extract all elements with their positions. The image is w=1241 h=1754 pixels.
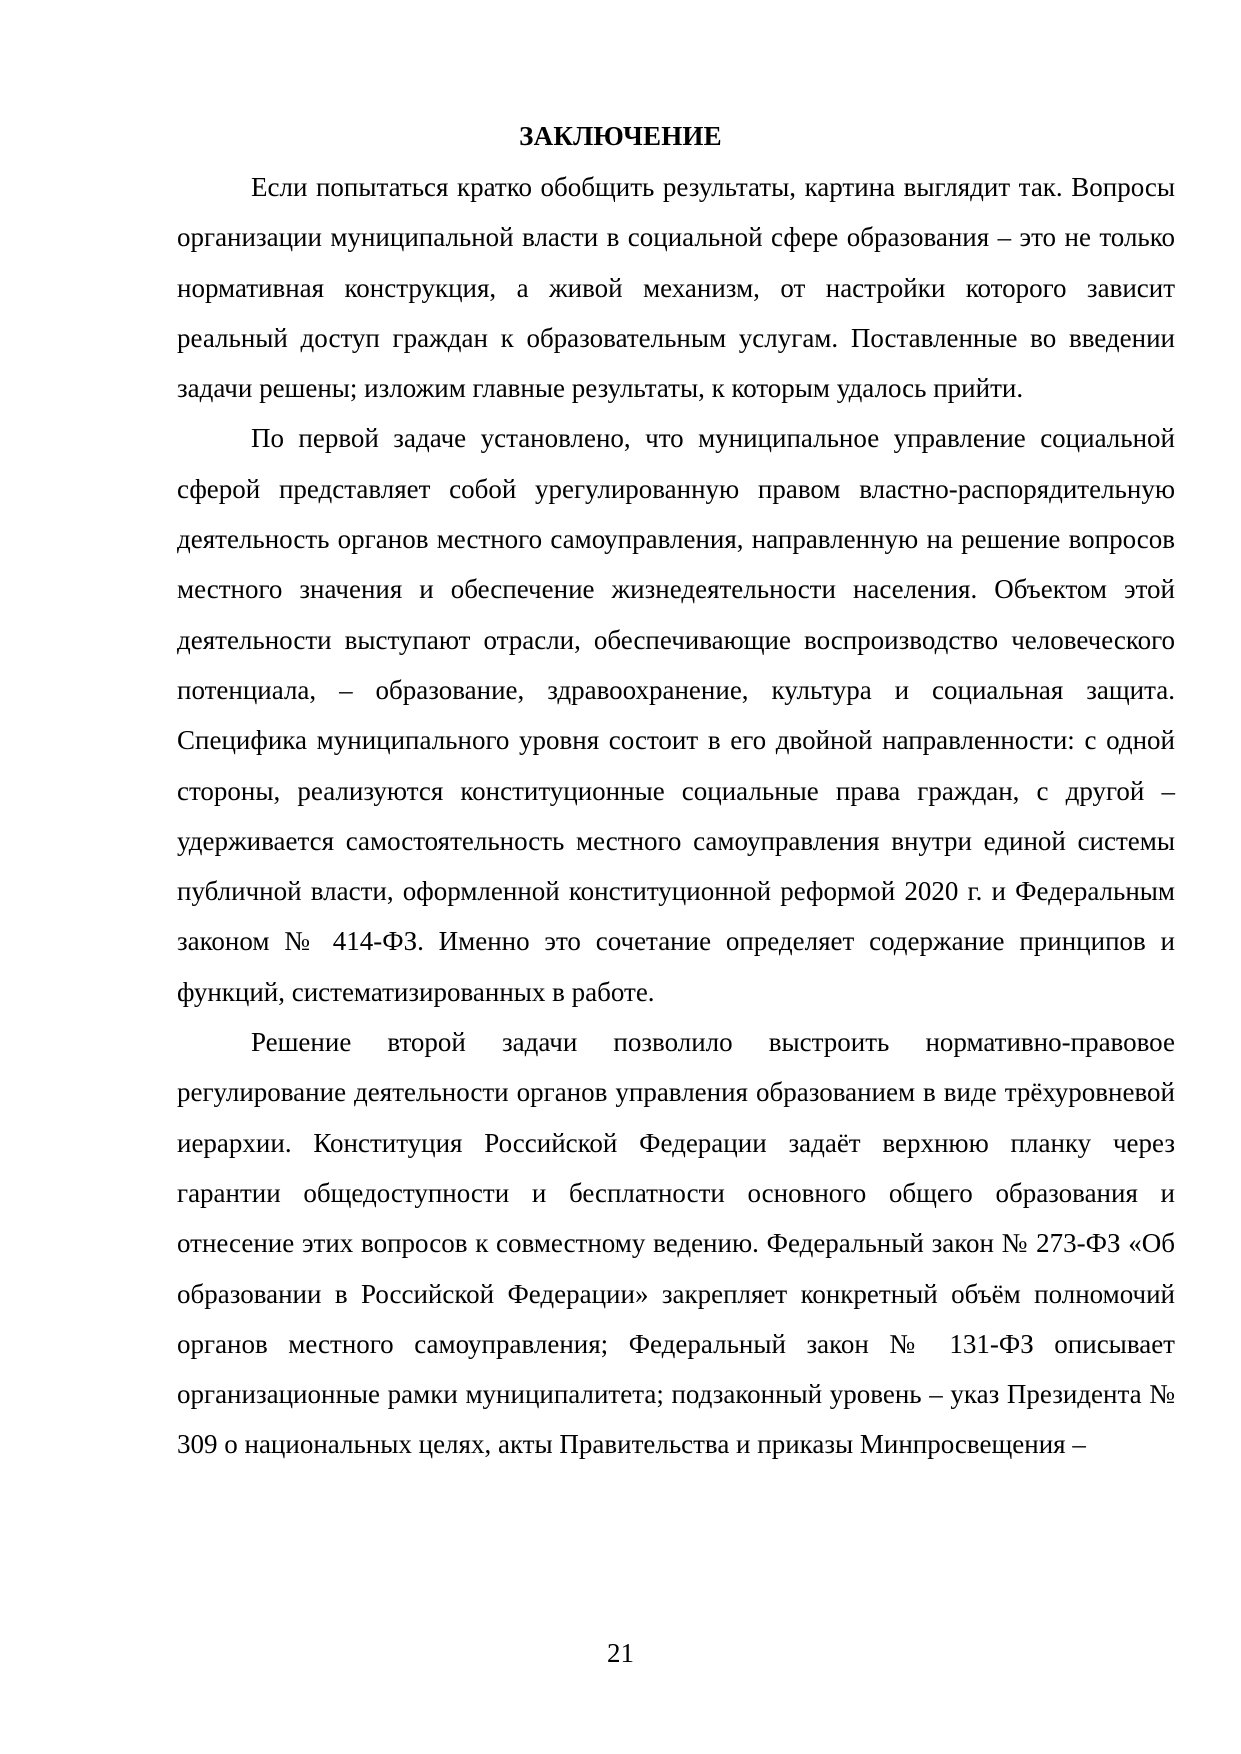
body-text bbox=[177, 162, 1175, 1470]
paragraph-3: Решение второй задачи позволило выстроить нормативно-правовое регулирование деятельности органов управления образованием в виде трёхуровневой иерархии. Конституция Российской Федерации задаёт верхнюю планку через гарантии общедоступности и бесплатности основного общего образования и отнесение этих вопросов к совместному ведению. Федеральный закон № 273-ФЗ «Об образовании в Российской Федерации» закрепляет конкретный объём полномочий органов местного самоуправления; Федеральный закон № 131-ФЗ описывает организационные рамки муниципалитета; подзаконный уровень – указ Президента № 309 о национальных целях, акты Правительства и приказы Минпросвещения – bbox=[177, 1027, 1175, 1460]
paragraph-1: Если попытаться кратко обобщить результаты, картина выглядит так. Вопросы организации муниципальной власти в социальной сфере образования – это не только нормативная конструкция, а живой механизм, от настройки которого зависит реальный доступ граждан к образовательным услугам. Поставленные во введении задачи решены; изложим главные результаты, к которым удалось прийти. bbox=[177, 172, 1175, 404]
section-heading: ЗАКЛЮЧЕНИЕ bbox=[519, 121, 722, 151]
paragraph-2: По первой задаче установлено, что муниципальное управление социальной сферой представляет собой урегулированную правом властно-распорядительную деятельность органов местного самоуправления, направленную на решение вопросов местного значения и обеспечение жизнедеятельности населения. Объектом этой деятельности выступают отрасли, обеспечивающие воспроизводство человеческого потенциала, – образование, здравоохранение, культура и социальная защита. Специфика муниципального уровня состоит в его двойной направленности: с одной стороны, реализуются конституционные социальные права граждан, с другой – удерживается самостоятельность местного самоуправления внутри единой системы публичной власти, оформленной конституционной реформой 2020 г. и Федеральным законом № 414-ФЗ. Именно это сочетание определяет содержание принципов и функций, систематизированных в работе. bbox=[177, 423, 1175, 1007]
page-number: 21 bbox=[607, 1638, 634, 1668]
